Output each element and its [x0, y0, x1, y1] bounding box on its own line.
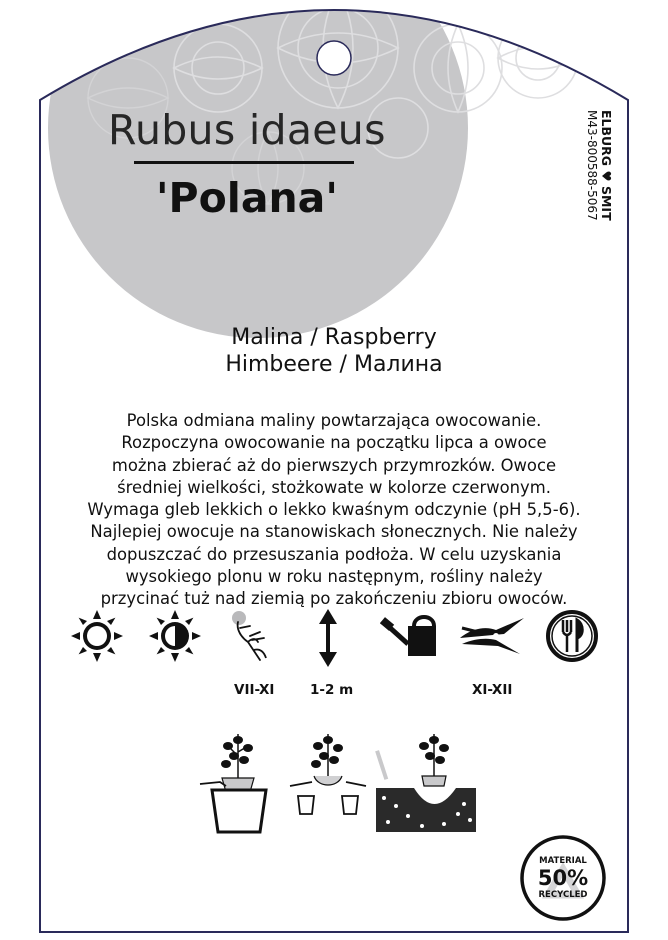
care-icons-row: [38, 608, 630, 718]
plant-label-card: [38, 8, 630, 934]
description-line: można zbierać aż do pierwszych przymrozków. Owoce: [111, 455, 557, 475]
watering-can-icon: [380, 608, 444, 664]
brand-block: [584, 106, 634, 256]
description-line: wysokiego plonu w roku następnym, rośliny należy: [125, 567, 543, 587]
height-arrow-icon: [316, 608, 340, 668]
common-names: [38, 324, 630, 378]
description: [38, 410, 630, 611]
description-line: Wymaga gleb lekkich o lekko kwaśnym odczynie (pH 5,5-6).: [87, 500, 581, 520]
hanging-hole: [317, 41, 351, 75]
plant-height: 1-2 m: [310, 682, 354, 698]
cultivar-name: 'Polana': [156, 174, 338, 222]
planting-step-2-icon: [288, 726, 370, 834]
description-line: średniej wielkości, stożkowate w kolorze czerwonym.: [117, 477, 551, 497]
title-divider: [134, 161, 354, 164]
pruning-period: XI-XII: [472, 682, 513, 698]
common-name-line: Malina / Raspberry: [231, 325, 437, 350]
badge-line-3: RECYCLED: [538, 890, 588, 900]
partial-shade-icon: [148, 608, 202, 664]
description-line: Polska odmiana maliny powtarzająca owocowanie.: [126, 411, 542, 430]
badge-line-2: 50%: [537, 866, 589, 890]
description-line: Rozpoczyna owocowanie na początku lipca a owoce: [121, 433, 547, 453]
edible-icon: [544, 608, 600, 664]
article-code: M43-800588-5067: [585, 110, 599, 221]
harvest-period: VII-XI: [234, 682, 275, 698]
pruning-shears-icon: [458, 608, 526, 664]
description-line: przycinać tuż nad ziemią po zakończeniu zbioru owoców.: [100, 589, 568, 609]
planting-step-1-icon: [198, 726, 280, 834]
harvest-hand-icon: [230, 608, 280, 666]
badge-line-1: MATERIAL: [539, 856, 587, 866]
brand-name: ELBURG ♥ SMIT: [599, 110, 614, 221]
description-line: Najlepiej owocuje na stanowiskach słonecznych. Nie należy: [90, 522, 578, 542]
description-line: dopuszczać do przesuszania podłoża. W celu uzyskania: [106, 544, 562, 564]
common-name-line: Himbeere / Малина: [225, 352, 443, 377]
recycled-badge: [520, 835, 606, 921]
full-sun-icon: [70, 608, 124, 664]
planting-step-3-icon: [374, 726, 478, 834]
latin-name: Rubus idaeus: [108, 106, 386, 154]
